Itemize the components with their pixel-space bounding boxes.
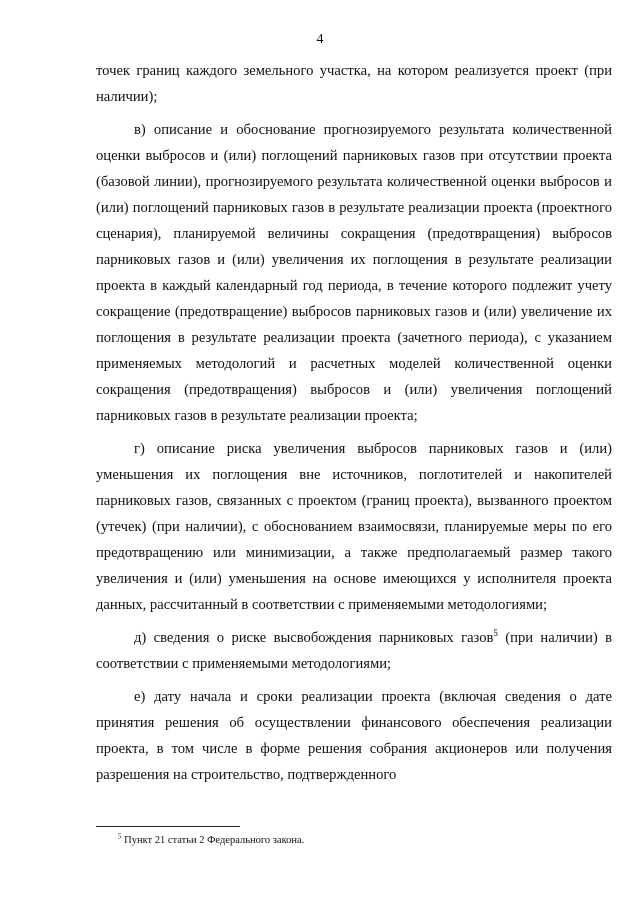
paragraph-d-text: д) сведения о риске высвобождения парниковых газов	[134, 630, 494, 646]
paragraph-e: е) дату начала и сроки реализации проекта (включая сведения о дате принятия решения об осуществлении финансового обеспечения реализации проекта, в том числе в форме решения собрания акционеров или получения разрешения на строительство, подтвержденного	[96, 689, 612, 783]
footnote	[118, 834, 612, 847]
paragraph-d	[96, 625, 612, 677]
document-body	[96, 58, 612, 795]
footnote-reference: 5	[493, 628, 498, 639]
footnote-text: Пункт 21 статьи 2 Федерального закона.	[121, 835, 305, 846]
footnote-separator	[96, 826, 240, 827]
paragraph-continuation: точек границ каждого земельного участка, на котором реализуется проект (при наличии);	[96, 63, 612, 105]
paragraph-v: в) описание и обоснование прогнозируемого результата количественной оценки выбросов и (или) поглощений парниковых газов при отсутствии проекта (базовой линии), прогнозируемого результата количественной оценки выбросов и (или) поглощений парниковых газов в результате реализации проекта (проектного сценария), планируемой величины сокращения (предотвращения) выбросов парниковых газов и (или) увеличения их поглощения в результате реализации проекта в каждый календарный год периода, в течение которого подлежит учету сокращение (предотвращение) выбросов парниковых газов и (или) увеличение их поглощения в результате реализации проекта (зачетного периода), с указанием применяемых методологий и расчетных моделей количественной оценки сокращения (предотвращения) выбросов и (или) увеличения поглощений парниковых газов в результате реализации проекта;	[96, 122, 612, 424]
paragraph-g: г) описание риска увеличения выбросов парниковых газов и (или) уменьшения их поглощения вне источников, поглотителей и накопителей парниковых газов, связанных с проектом (границ проекта), вызванного проектом (утечек) (при наличии), с обоснованием взаимосвязи, планируемые меры по его предотвращению или минимизации, а также предполагаемый размер такого увеличения и (или) уменьшения на основе имеющихся у исполнителя проекта данных, рассчитанный в соответствии с применяемыми методологиями;	[96, 441, 612, 613]
footnote-marker: 5	[118, 832, 122, 841]
paragraph-d-text-end: (при наличии) в соответствии с применяемыми методологиями;	[96, 630, 612, 672]
page-number: 4	[316, 32, 324, 47]
